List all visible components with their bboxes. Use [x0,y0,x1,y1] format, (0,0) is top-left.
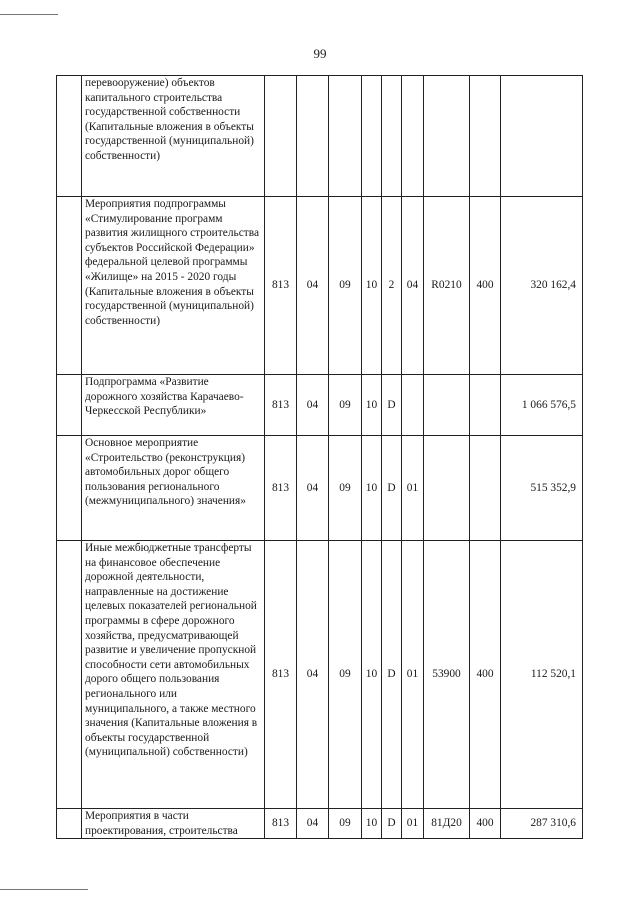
cell-direction: R0210 [424,197,470,375]
budget-table [56,75,583,839]
cell-section: 04 [297,197,329,375]
cell-subprogram: D [382,375,402,436]
cell-amount: 112 520,1 [501,541,583,809]
cell-name: Основное мероприятие «Строительство (реконструкция) автомобильных дорог общего пользования регионального (межмуниципального) значения» [82,436,265,541]
cell-amount [501,76,583,197]
cell-program: 10 [362,375,382,436]
cell-blank [57,375,82,436]
cell-subsection [329,76,362,197]
scan-line-bottom [0,889,88,890]
cell-program: 10 [362,436,382,541]
cell-direction [424,436,470,541]
cell-name: Мероприятия подпрограммы «Стимулирование программ развития жилищного строительства субъектов Российской Федерации» федеральной целевой программы «Жилище» на 2015 - 2020 годы (Капитальные вложения в объекты государственной (муниципальной) собственности) [82,197,265,375]
cell-expense: 400 [470,809,501,839]
cell-event [402,76,424,197]
cell-name: Мероприятия в части проектирования, строительства [82,809,265,839]
cell-amount: 1 066 576,5 [501,375,583,436]
cell-event: 01 [402,809,424,839]
cell-section: 04 [297,809,329,839]
cell-name: перевооружение) объектов капитального строительства государственной собственности (Капитальные вложения в объекты государственной (муниципальной) собственности) [82,76,265,197]
cell-program: 10 [362,197,382,375]
cell-subprogram: 2 [382,197,402,375]
cell-section: 04 [297,375,329,436]
cell-subsection: 09 [329,436,362,541]
cell-direction: 53900 [424,541,470,809]
cell-blank [57,197,82,375]
cell-section [297,76,329,197]
cell-subprogram: D [382,436,402,541]
cell-direction: 81Д20 [424,809,470,839]
cell-event: 01 [402,436,424,541]
table-row [57,197,583,375]
cell-subsection: 09 [329,541,362,809]
cell-event [402,375,424,436]
cell-ministry: 813 [265,197,297,375]
cell-section: 04 [297,436,329,541]
cell-name: Иные межбюджетные трансферты на финансовое обеспечение дорожной деятельности, направленные на достижение целевых показателей региональной программы в сфере дорожного хозяйства, предусматривающей развитие и увеличение пропускной способности сети автомобильных дорого общего пользования регионального или муниципального, а также местного значения (Капитальные вложения в объекты государственной (муниципальной) собственности) [82,541,265,809]
cell-ministry: 813 [265,541,297,809]
cell-subsection: 09 [329,809,362,839]
cell-expense: 400 [470,197,501,375]
scan-line-top [0,14,58,15]
cell-subsection: 09 [329,197,362,375]
cell-amount: 515 352,9 [501,436,583,541]
table-row [57,436,583,541]
cell-subprogram: D [382,809,402,839]
table-row [57,541,583,809]
cell-ministry: 813 [265,809,297,839]
table-row [57,76,583,197]
cell-program: 10 [362,809,382,839]
cell-ministry [265,76,297,197]
cell-subprogram: D [382,541,402,809]
cell-blank [57,809,82,839]
cell-expense [470,436,501,541]
table-row [57,809,583,839]
cell-event: 04 [402,197,424,375]
cell-event: 01 [402,541,424,809]
cell-amount: 287 310,6 [501,809,583,839]
cell-program: 10 [362,541,382,809]
cell-direction [424,76,470,197]
table-row [57,375,583,436]
page-number: 99 [313,46,327,61]
cell-subprogram [382,76,402,197]
cell-blank [57,436,82,541]
cell-section: 04 [297,541,329,809]
cell-name: Подпрограмма «Развитие дорожного хозяйства Карачаево-Черкесской Республики» [82,375,265,436]
cell-amount: 320 162,4 [501,197,583,375]
cell-expense [470,76,501,197]
cell-blank [57,76,82,197]
cell-direction [424,375,470,436]
cell-program [362,76,382,197]
cell-ministry: 813 [265,375,297,436]
cell-expense [470,375,501,436]
cell-expense: 400 [470,541,501,809]
cell-blank [57,541,82,809]
cell-ministry: 813 [265,436,297,541]
cell-subsection: 09 [329,375,362,436]
